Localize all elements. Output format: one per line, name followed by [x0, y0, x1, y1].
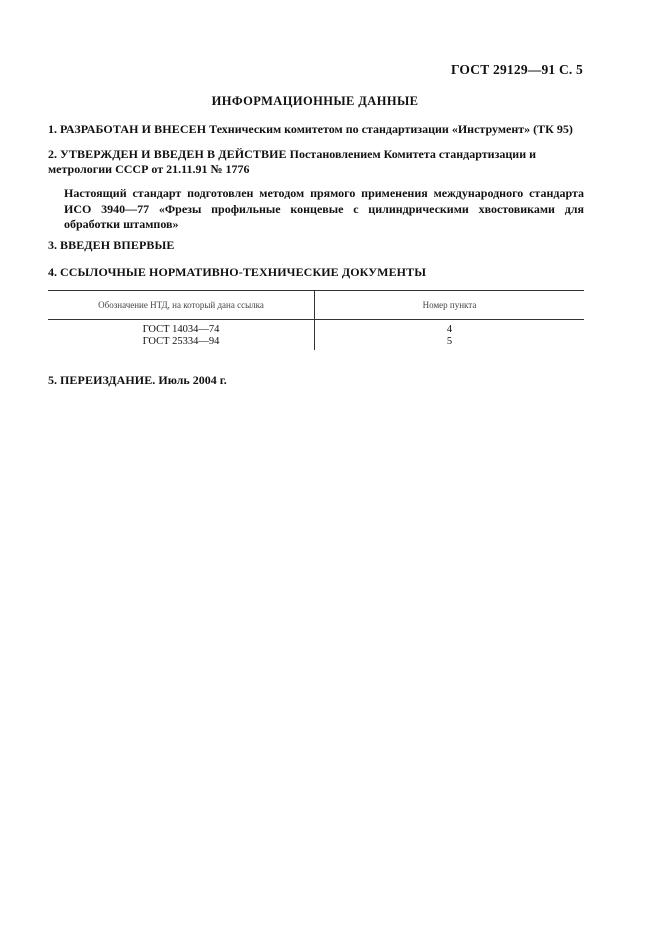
- info-item-approved: [48, 147, 584, 177]
- item-text: Постановлением Комитета стандартизации и метрологии СССР от 21.11.91 № 1776: [48, 147, 537, 176]
- item-lead: УТВЕРЖДЕН И ВВЕДЕН В ДЕЙСТВИЕ: [60, 147, 287, 161]
- column-header-document: Обозначение НТД, на который дана ссылка: [48, 291, 315, 320]
- item-number: 3.: [48, 238, 57, 252]
- item-lead: ССЫЛОЧНЫЕ НОРМАТИВНО-ТЕХНИЧЕСКИЕ ДОКУМЕНТЫ: [60, 265, 427, 279]
- info-item-developed: [48, 122, 584, 137]
- cell-clause: 5: [446, 336, 453, 347]
- info-item-reissue: [48, 373, 584, 388]
- column-header-clause: Номер пункта: [315, 291, 585, 320]
- item-number: 4.: [48, 265, 57, 279]
- item-text: Техническим комитетом по стандартизации «Инструмент» (ТК 95): [209, 122, 573, 136]
- item-number: 1.: [48, 122, 57, 136]
- cell-clause: 4: [446, 324, 453, 335]
- section-title: ИНФОРМАЦИОННЫЕ ДАННЫЕ: [211, 94, 419, 108]
- table-header-row: [48, 291, 584, 320]
- item-number: 2.: [48, 147, 57, 161]
- item-text: Июль 2004 г.: [158, 373, 227, 387]
- info-item-first-introduced: [48, 238, 584, 253]
- reference-documents-table: [48, 290, 584, 350]
- standard-note: Настоящий стандарт подготовлен методом прямого применения международного стандарта ИСО 3940—77 «Фрезы профильные концевые с цилиндрическими хвостовиками для обработки штампов»: [64, 186, 584, 231]
- document-reference: ГОСТ 29129—91 С. 5: [450, 62, 583, 77]
- cell-document: ГОСТ 25334—94: [48, 336, 315, 350]
- info-item-references: [48, 265, 584, 280]
- item-lead: ВВЕДЕН ВПЕРВЫЕ: [60, 238, 175, 252]
- item-lead: ПЕРЕИЗДАНИЕ.: [60, 373, 156, 387]
- item-lead: РАЗРАБОТАН И ВНЕСЕН: [60, 122, 207, 136]
- table-row: [48, 336, 584, 350]
- cell-document: ГОСТ 14034—74: [48, 320, 315, 337]
- item-number: 5.: [48, 373, 57, 387]
- table-row: [48, 320, 584, 337]
